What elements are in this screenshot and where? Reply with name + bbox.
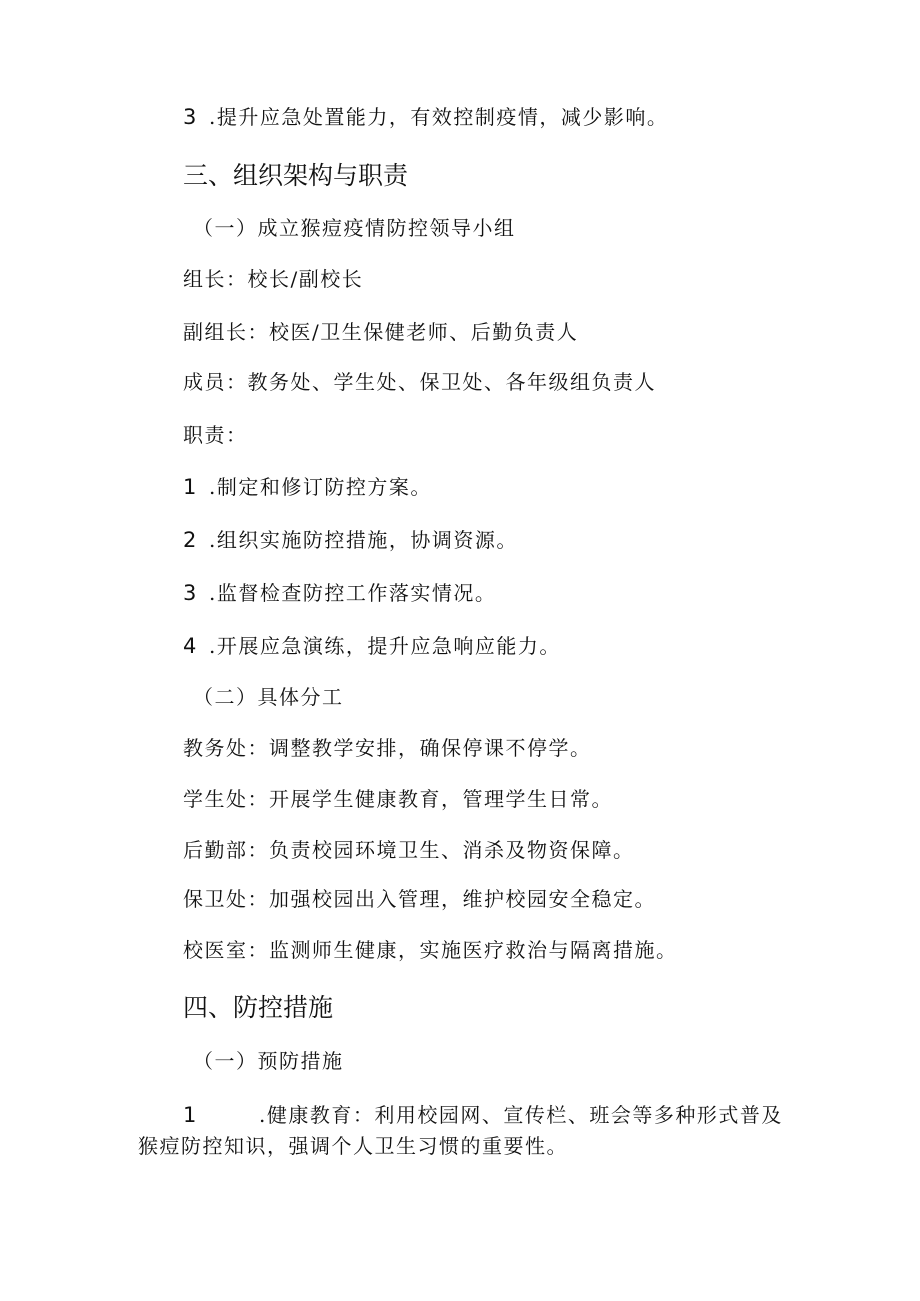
list-number: 1 <box>183 475 198 499</box>
subsection-heading-3-1: （一）成立猴痘疫情防控领导小组 <box>193 216 516 240</box>
prevention-item-line-2: 猴痘防控知识，强调个人卫生习惯的重要性。 <box>138 1134 568 1158</box>
subsection-heading-3-2: （二）具体分工 <box>193 685 344 709</box>
leader-line: 组长：校长/副校长 <box>183 267 364 291</box>
list-number: 2 <box>183 528 198 552</box>
division-line: 学生处：开展学生健康教育，管理学生日常。 <box>183 787 613 811</box>
list-text: .制定和修订防控方案。 <box>209 475 432 499</box>
duty-item <box>183 473 432 501</box>
division-line: 教务处：调整教学安排，确保停课不停学。 <box>183 736 592 760</box>
list-text: .开展应急演练，提升应急响应能力。 <box>209 634 561 658</box>
division-line: 保卫处：加强校园出入管理，维护校园安全稳定。 <box>183 887 656 911</box>
list-number: 3 <box>183 581 198 605</box>
duty-item <box>183 632 561 660</box>
list-text: .组织实施防控措施，协调资源。 <box>209 528 518 552</box>
list-text: .健康教育：利用校园网、宣传栏、班会等多种形式普及 <box>259 1103 783 1127</box>
list-number: 3 <box>183 105 198 129</box>
division-line: 校医室：监测师生健康，实施医疗救治与隔离措施。 <box>183 938 678 962</box>
deputy-leader-line: 副组长：校医/卫生保健老师、后勤负责人 <box>183 320 579 344</box>
list-text: .监督检查防控工作落实情况。 <box>209 581 497 605</box>
division-line: 后勤部：负责校园环境卫生、消杀及物资保障。 <box>183 838 635 862</box>
duty-item <box>183 526 518 554</box>
list-number: 4 <box>183 634 198 658</box>
list-text: .提升应急处置能力，有效控制疫情，减少影响。 <box>209 105 669 129</box>
duties-label: 职责： <box>183 423 248 447</box>
list-number: 1 <box>183 1103 198 1127</box>
members-line: 成员：教务处、学生处、保卫处、各年级组负责人 <box>183 370 656 394</box>
list-item-3-top <box>183 103 668 131</box>
section-heading-3: 三、组织架构与职责 <box>183 161 409 190</box>
duty-item <box>183 579 496 607</box>
prevention-item-line-1 <box>183 1101 783 1129</box>
subsection-heading-4-1: （一）预防措施 <box>193 1049 344 1073</box>
section-heading-4: 四、防控措施 <box>183 993 334 1022</box>
